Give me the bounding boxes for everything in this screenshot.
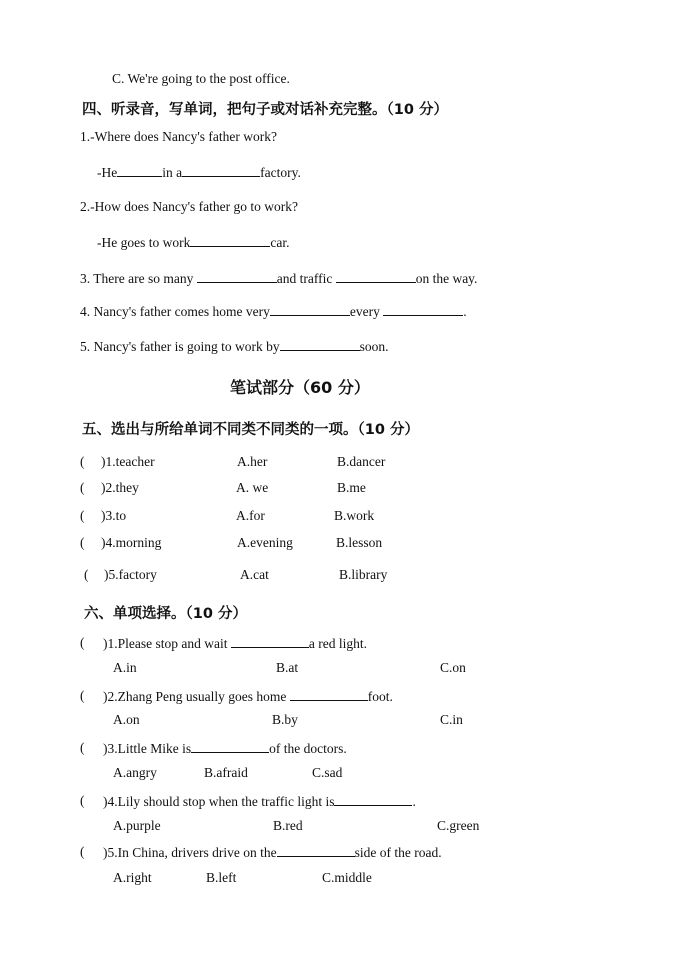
s4-q2-answer-line [97, 234, 289, 251]
s6-q3-blank[interactable] [191, 740, 269, 753]
s6-q1-text-a: )1.Please stop and wait [103, 636, 228, 651]
s6-q3-text-b: of the doctors. [269, 741, 347, 756]
s6-q4-blank[interactable] [334, 793, 412, 806]
section5-heading: 五、选出与所给单词不同类不同类的一项。（10 分） [82, 422, 419, 438]
s6-q2-option-b: B.by [272, 712, 298, 727]
s5-q5-paren: ( [84, 567, 89, 582]
s4-q3-text-a: 3. There are so many [80, 271, 194, 286]
s4-q2-text-a: -He goes to work [97, 235, 191, 250]
s4-q1-text-a: -He [97, 165, 118, 180]
s6-q1-question [103, 635, 367, 652]
s6-q1-blank[interactable] [231, 635, 309, 648]
s6-q1-option-c: C.on [440, 660, 466, 675]
s5-q2-paren: ( [80, 480, 85, 495]
section4-heading: 四、听录音，写单词，把句子或对话补充完整。（10 分） [82, 102, 448, 118]
s5-q2-option-b: B.me [337, 480, 366, 495]
s6-q3-option-a: A.angry [113, 765, 157, 780]
s4-q5-blank-1[interactable] [280, 338, 360, 351]
s6-q3-option-c: C.sad [312, 765, 343, 780]
s4-q3-text-c: on the way. [415, 271, 478, 286]
s5-q5-option-a: A.cat [240, 567, 269, 582]
s6-q5-option-b: B.left [206, 870, 237, 885]
s5-q4-paren: ( [80, 535, 85, 550]
s6-q3-paren: ( [80, 740, 85, 755]
s6-q1-text-b: a red light. [308, 636, 367, 651]
s5-q3-word: )3.to [101, 508, 127, 523]
s4-q1-text-b: in a [162, 165, 183, 180]
prev-option-c: C. We're going to the post office. [112, 71, 290, 86]
s6-q2-option-a: A.on [113, 712, 140, 727]
s4-q5-text-a: 5. Nancy's father is going to work by [80, 339, 280, 354]
s5-q1-paren: ( [80, 454, 85, 469]
s5-q5-word: )5.factory [104, 567, 157, 582]
s6-q3-question [103, 740, 347, 757]
s6-q2-text-b: foot. [367, 689, 393, 704]
s6-q2-text-a: )2.Zhang Peng usually goes home [103, 689, 287, 704]
s4-q1-blank-1[interactable] [117, 164, 162, 177]
s4-q3-line [80, 270, 477, 287]
s4-q4-blank-2[interactable] [383, 303, 463, 316]
s6-q5-text-b: side of the road. [354, 845, 442, 860]
s5-q2-word: )2.they [101, 480, 139, 495]
s5-q1-option-a: A.her [237, 454, 268, 469]
s6-q4-text-a: )4.Lily should stop when the traffic light is [103, 794, 335, 809]
s4-q3-blank-2[interactable] [336, 270, 416, 283]
s5-q2-option-a: A. we [236, 480, 269, 495]
section6-heading: 六、单项选择。（10 分） [84, 606, 247, 622]
s4-q1-answer-line [97, 164, 301, 181]
s4-q1-question: 1.-Where does Nancy's father work? [80, 129, 277, 144]
s4-q4-text-b: every [349, 304, 380, 319]
s6-q4-text-b: . [412, 794, 416, 809]
s4-q3-text-b: and traffic [276, 271, 333, 286]
s5-q4-option-b: B.lesson [336, 535, 383, 550]
s6-q5-option-c: C.middle [322, 870, 372, 885]
s6-q4-question [103, 793, 416, 810]
s6-q2-blank[interactable] [290, 688, 368, 701]
s5-q1-word: )1.teacher [101, 454, 155, 469]
s6-q1-option-b: B.at [276, 660, 299, 675]
s5-q3-option-a: A.for [236, 508, 265, 523]
s6-q2-question [103, 688, 393, 705]
written-test-heading: 笔试部分（60 分） [230, 378, 370, 397]
s6-q3-text-a: )3.Little Mike is [103, 741, 192, 756]
s4-q4-text-c: . [463, 304, 467, 319]
s4-q4-line [80, 303, 467, 320]
s5-q4-option-a: A.evening [237, 535, 293, 550]
s6-q3-option-b: B.afraid [204, 765, 248, 780]
s5-q3-paren: ( [80, 508, 85, 523]
s5-q1-option-b: B.dancer [337, 454, 386, 469]
s4-q2-blank-1[interactable] [190, 234, 270, 247]
s4-q2-text-b: car. [270, 235, 290, 250]
s6-q5-option-a: A.right [113, 870, 152, 885]
s6-q5-paren: ( [80, 844, 85, 859]
s6-q5-question [103, 844, 442, 861]
s4-q1-blank-2[interactable] [182, 164, 260, 177]
s6-q4-option-b: B.red [273, 818, 303, 833]
s4-q3-blank-1[interactable] [197, 270, 277, 283]
s4-q4-text-a: 4. Nancy's father comes home very [80, 304, 270, 319]
s6-q4-option-a: A.purple [113, 818, 161, 833]
s5-q4-word: )4.morning [101, 535, 162, 550]
s5-q5-option-b: B.library [339, 567, 388, 582]
s6-q4-paren: ( [80, 793, 85, 808]
s5-q3-option-b: B.work [334, 508, 375, 523]
s6-q2-paren: ( [80, 688, 85, 703]
s4-q2-question: 2.-How does Nancy's father go to work? [80, 199, 298, 214]
s4-q4-blank-1[interactable] [270, 303, 350, 316]
s6-q4-option-c: C.green [437, 818, 480, 833]
s4-q5-line [80, 338, 389, 355]
s6-q5-text-a: )5.In China, drivers drive on the [103, 845, 277, 860]
s6-q1-paren: ( [80, 635, 85, 650]
s4-q5-text-b: soon. [359, 339, 389, 354]
s6-q5-blank[interactable] [277, 844, 355, 857]
s6-q1-option-a: A.in [113, 660, 137, 675]
s6-q2-option-c: C.in [440, 712, 463, 727]
s4-q1-text-c: factory. [260, 165, 301, 180]
